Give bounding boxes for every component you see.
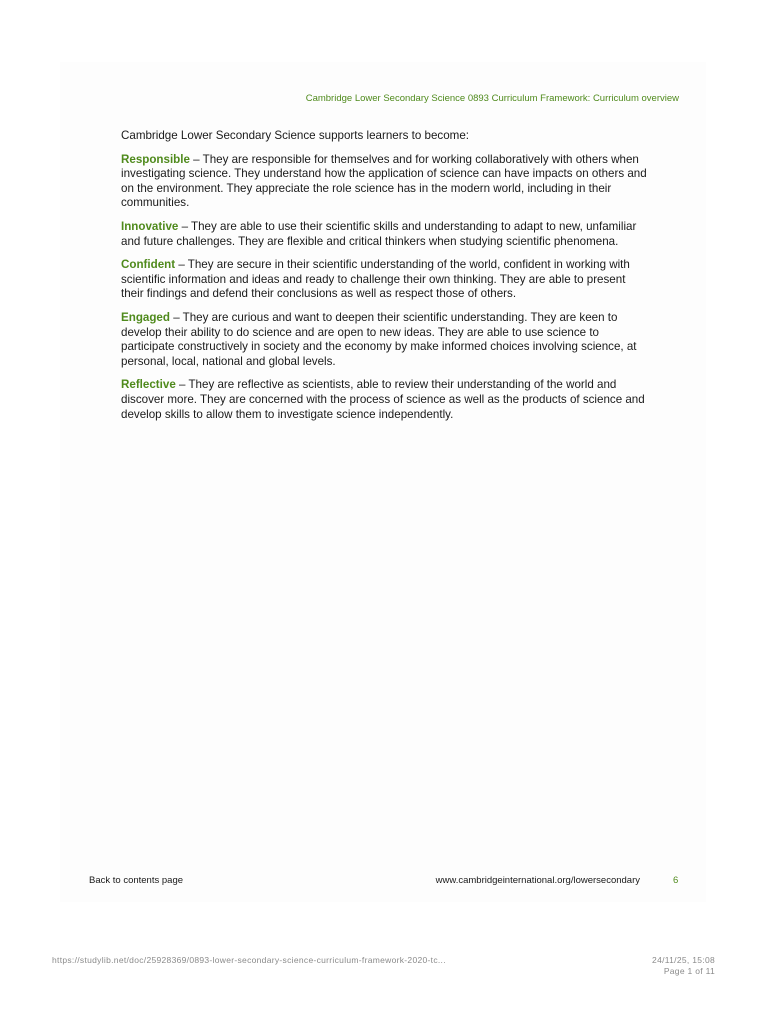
back-to-contents-link[interactable]: Back to contents page xyxy=(89,875,184,886)
attribute-description: – They are able to use their scientific skills and understanding to adapt to new, unfamiliar and future challenges. They are flexible and critical thinkers when studying scientific phenomena. xyxy=(121,219,637,248)
running-header: Cambridge Lower Secondary Science 0893 Curriculum Framework: Curriculum overview xyxy=(305,93,679,104)
attribute-reflective xyxy=(121,378,651,422)
attribute-description: – They are responsible for themselves and for working collaboratively with others when investigating science. They understand how the application of science can have impacts on others and on the environment. They appreciate the role science has in the modern world, including in their communities. xyxy=(121,152,647,210)
attribute-engaged xyxy=(121,311,651,369)
document-body xyxy=(121,129,651,431)
attribute-description: – They are curious and want to deepen their scientific understanding. They are keen to develop their ability to do science and are open to new ideas. They are able to use science to participate constructively in society and the economy by make informed choices involving science, at personal, local, national and global levels. xyxy=(121,310,637,368)
print-source-url: https://studylib.net/doc/25928369/0893-lower-secondary-science-curriculum-framework-2020-tc... xyxy=(52,955,446,965)
attribute-description: – They are secure in their scientific understanding of the world, confident in working with scientific information and ideas and ready to challenge their own thinking. They are able to present their findings and defend their conclusions as well as respect those of others. xyxy=(121,258,630,301)
attribute-description: – They are reflective as scientists, able to review their understanding of the world and discover more. They are concerned with the process of science as well as the products of science and develop skills to allow them to investigate science independently. xyxy=(121,378,645,421)
attribute-term: Engaged xyxy=(121,310,170,324)
print-page-label: Page 1 of 11 xyxy=(663,966,715,976)
attribute-term: Responsible xyxy=(121,152,190,166)
attribute-responsible xyxy=(121,153,651,211)
attribute-innovative xyxy=(121,220,651,249)
print-datetime: 24/11/25, 15:08 xyxy=(652,955,715,965)
attribute-confident xyxy=(121,258,651,302)
attribute-term: Confident xyxy=(121,258,176,272)
page-number: 6 xyxy=(673,875,679,886)
attribute-term: Innovative xyxy=(121,219,179,233)
intro-paragraph: Cambridge Lower Secondary Science supports learners to become: xyxy=(121,129,469,142)
attribute-term: Reflective xyxy=(121,378,176,392)
website-link[interactable]: www.cambridgeinternational.org/lowersecondary xyxy=(435,875,640,886)
